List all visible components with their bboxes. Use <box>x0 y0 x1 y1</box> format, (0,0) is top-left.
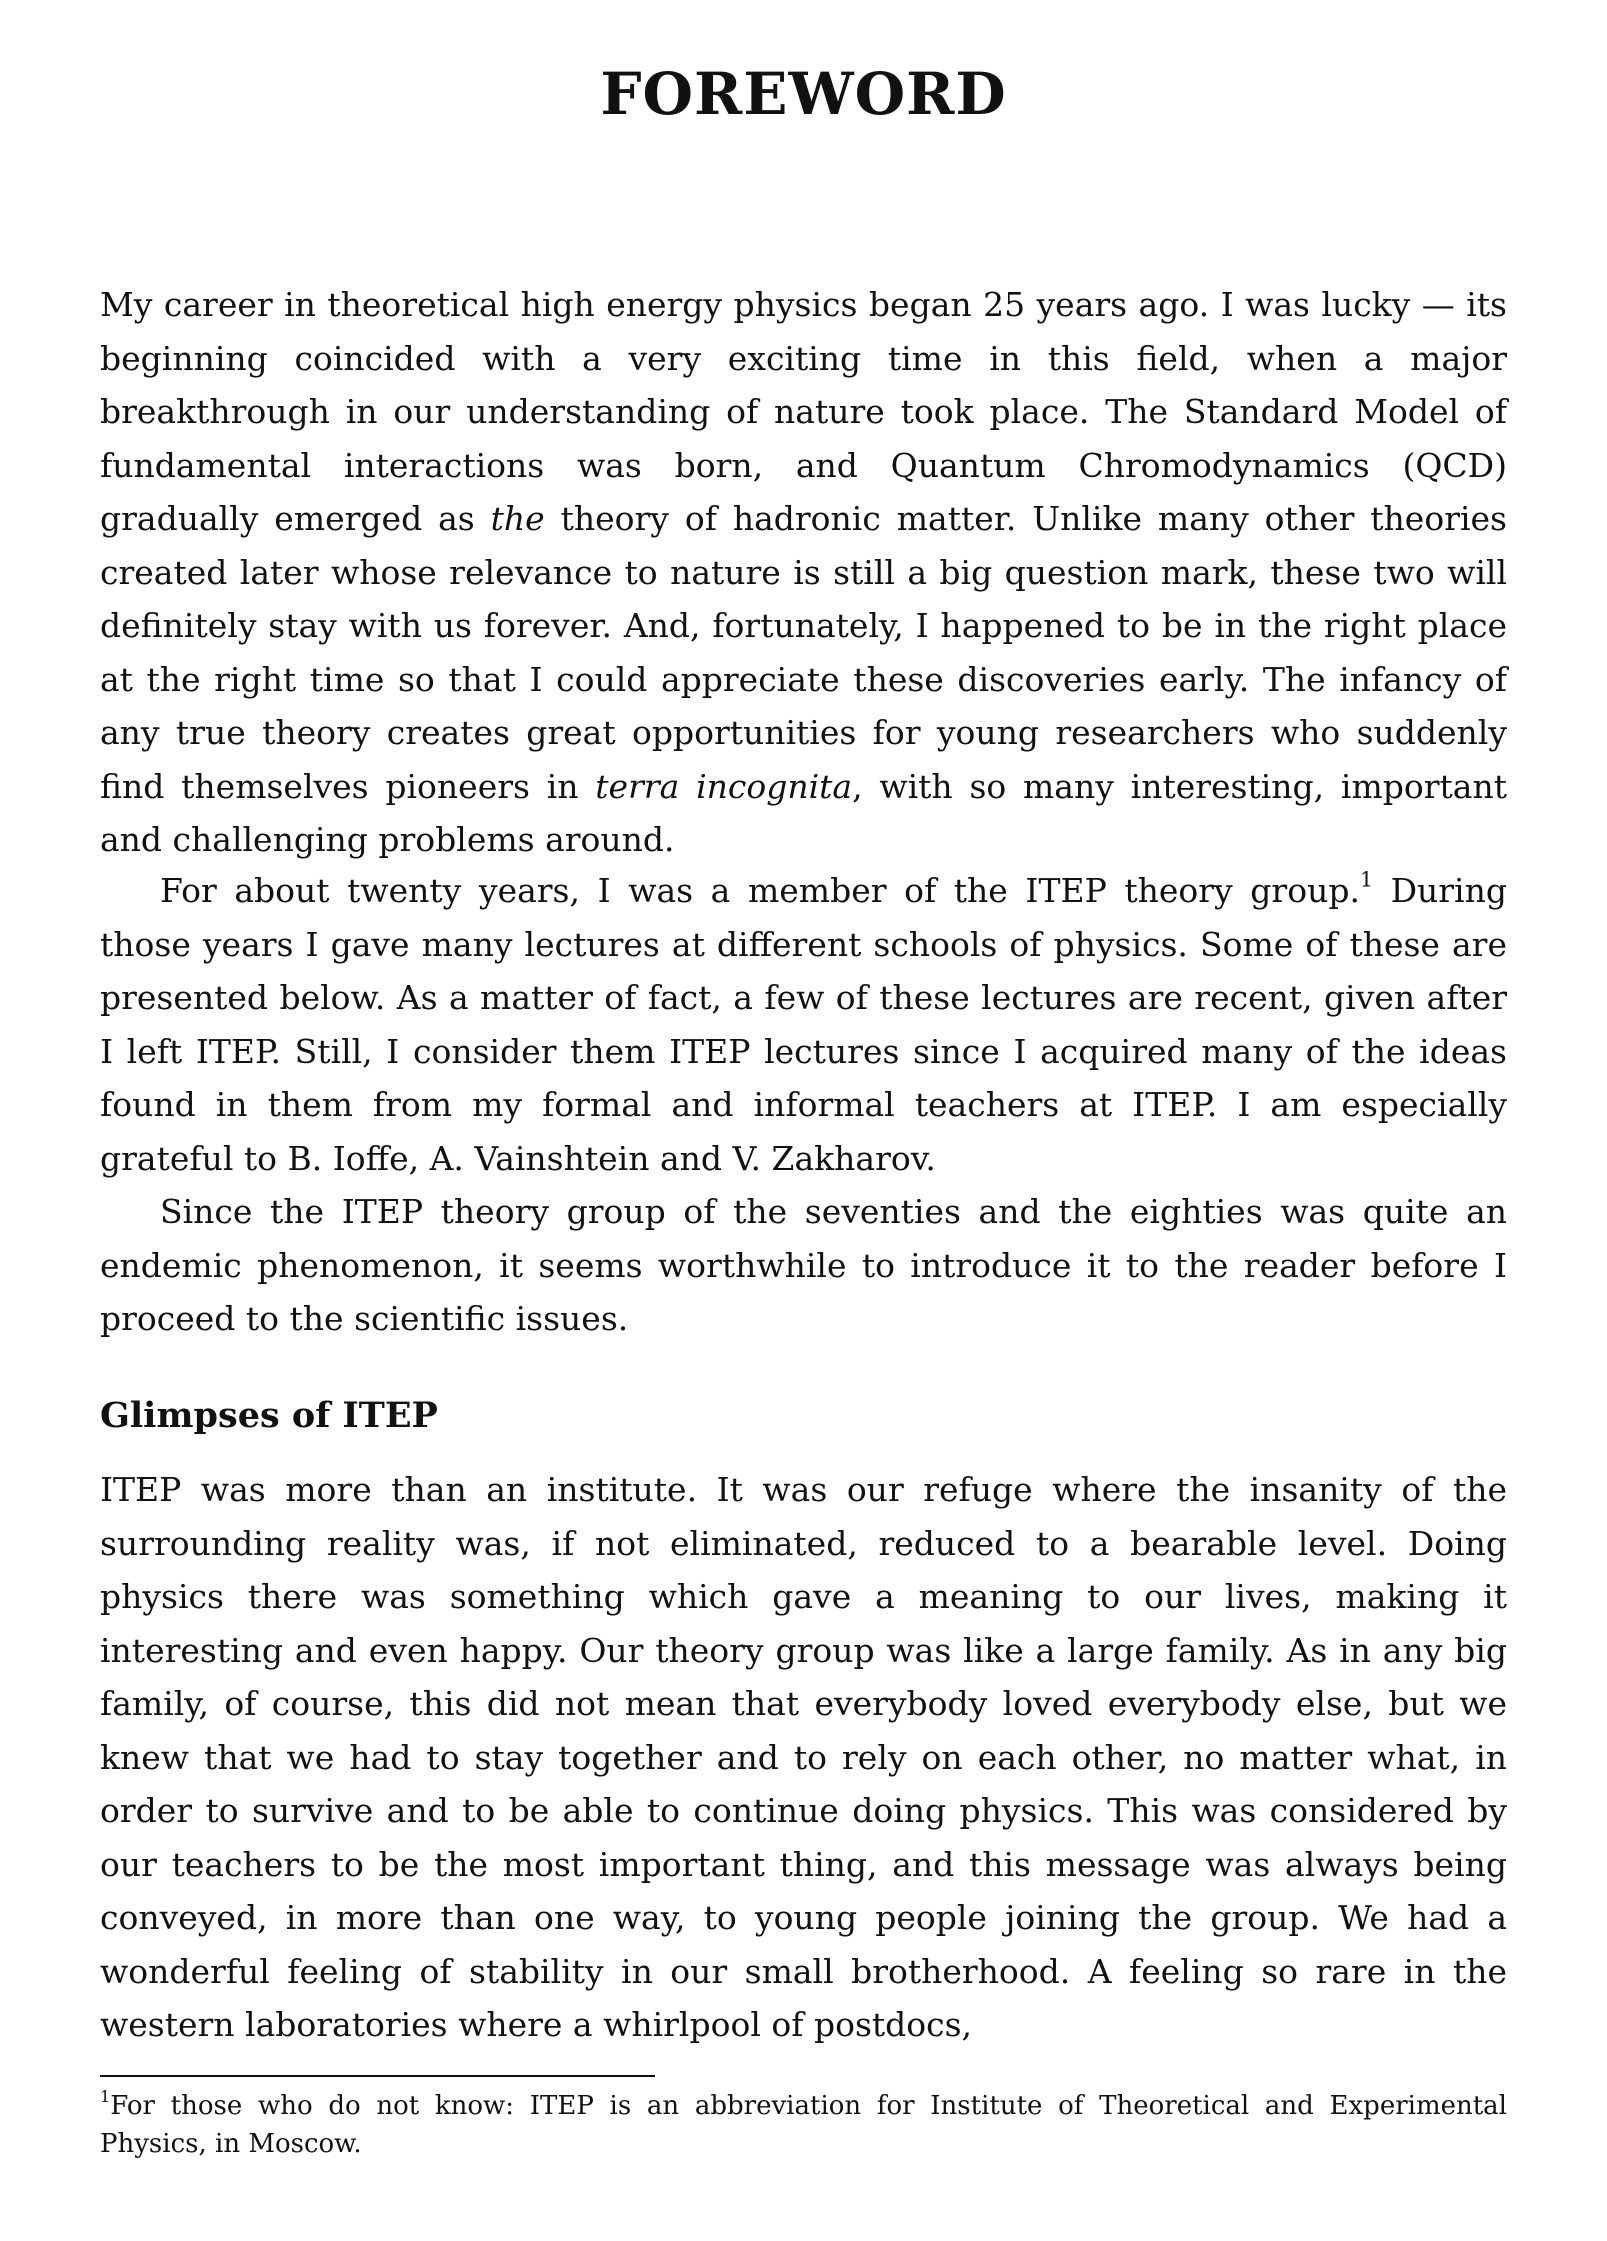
paragraph-theory-group: Since the ITEP theory group of the seventies and the eighties was quite an endemic phenomenon, it seems worthwhile to introduce it to the reader before I proceed to the scientific issues. <box>100 1192 1507 1338</box>
paragraph-itep-member-part-a: For about twenty years, I was a member of the ITEP theory group. <box>160 871 1360 910</box>
emphasis-the: the <box>490 499 545 538</box>
footnote-reference: 1 <box>1359 867 1373 892</box>
paragraph-career-part-c: , with so many interesting, important and challenging problems around. <box>100 766 1507 859</box>
paragraph-career <box>100 278 1507 867</box>
footnote-text: For those who do not know: ITEP is an abbreviation for Institute of Theoretical and Experimental Physics, in Moscow. <box>100 2091 1507 2159</box>
paragraph-itep-member-part-b: During those years I gave many lectures at different schools of physics. Some of these are presented below. As a matter of fact, a few of these lectures are recent, given after I left ITEP. Still, I consider them ITEP lectures since I acquired many of the ideas found in them from my formal and informal teachers at ITEP. I am especially grateful to B. Ioffe, A. Vainshtein and V. Zakharov. <box>100 871 1507 1178</box>
emphasis-terra-incognita: terra incognita <box>595 766 853 806</box>
footnote-divider <box>100 2075 655 2077</box>
page-title: FOREWORD <box>600 60 1007 128</box>
footnote-mark: 1 <box>100 2086 111 2106</box>
paragraph-itep-member <box>100 864 1507 1185</box>
paragraph-career-part-a: My career in theoretical high energy physics began 25 years ago. I was lucky — its beginning coincided with a very exciting time in this field, when a major breakthrough in our understanding of nature took place. The Standard Model of fundamental interactions was born, and Quantum Chromodynamics (QCD) gradually emerged as <box>100 285 1507 538</box>
footnote <box>100 2087 1507 2163</box>
paragraph-glimpses: ITEP was more than an institute. It was our refuge where the insanity of the surrounding reality was, if not eliminated, reduced to a bearable level. Doing physics there was something which gave a meaning to our lives, making it interesting and even happy. Our theory group was like a large family. As in any big family, of course, this did not mean that everybody loved everybody else, but we knew that we had to stay together and to rely on each other, no matter what, in order to survive and to be able to continue doing physics. This was considered by our teachers to be the most important thing, and this message was always being conveyed, in more than one way, to young people joining the group. We had a wonderful feeling of stability in our small brotherhood. A feeling so rare in the western laboratories where a whirlpool of postdocs, <box>100 1470 1507 2044</box>
section-heading: Glimpses of ITEP <box>100 1395 438 1436</box>
paragraph-career-part-b: theory of hadronic matter. Unlike many other theories created later whose relevance to nature is still a big question mark, these two will definitely stay with us forever. And, fortunately, I happened to be in the right place at the right time so that I could appreciate these discoveries early. The infancy of any true theory creates great opportunities for young researchers who suddenly find themselves pioneers in <box>100 499 1507 806</box>
